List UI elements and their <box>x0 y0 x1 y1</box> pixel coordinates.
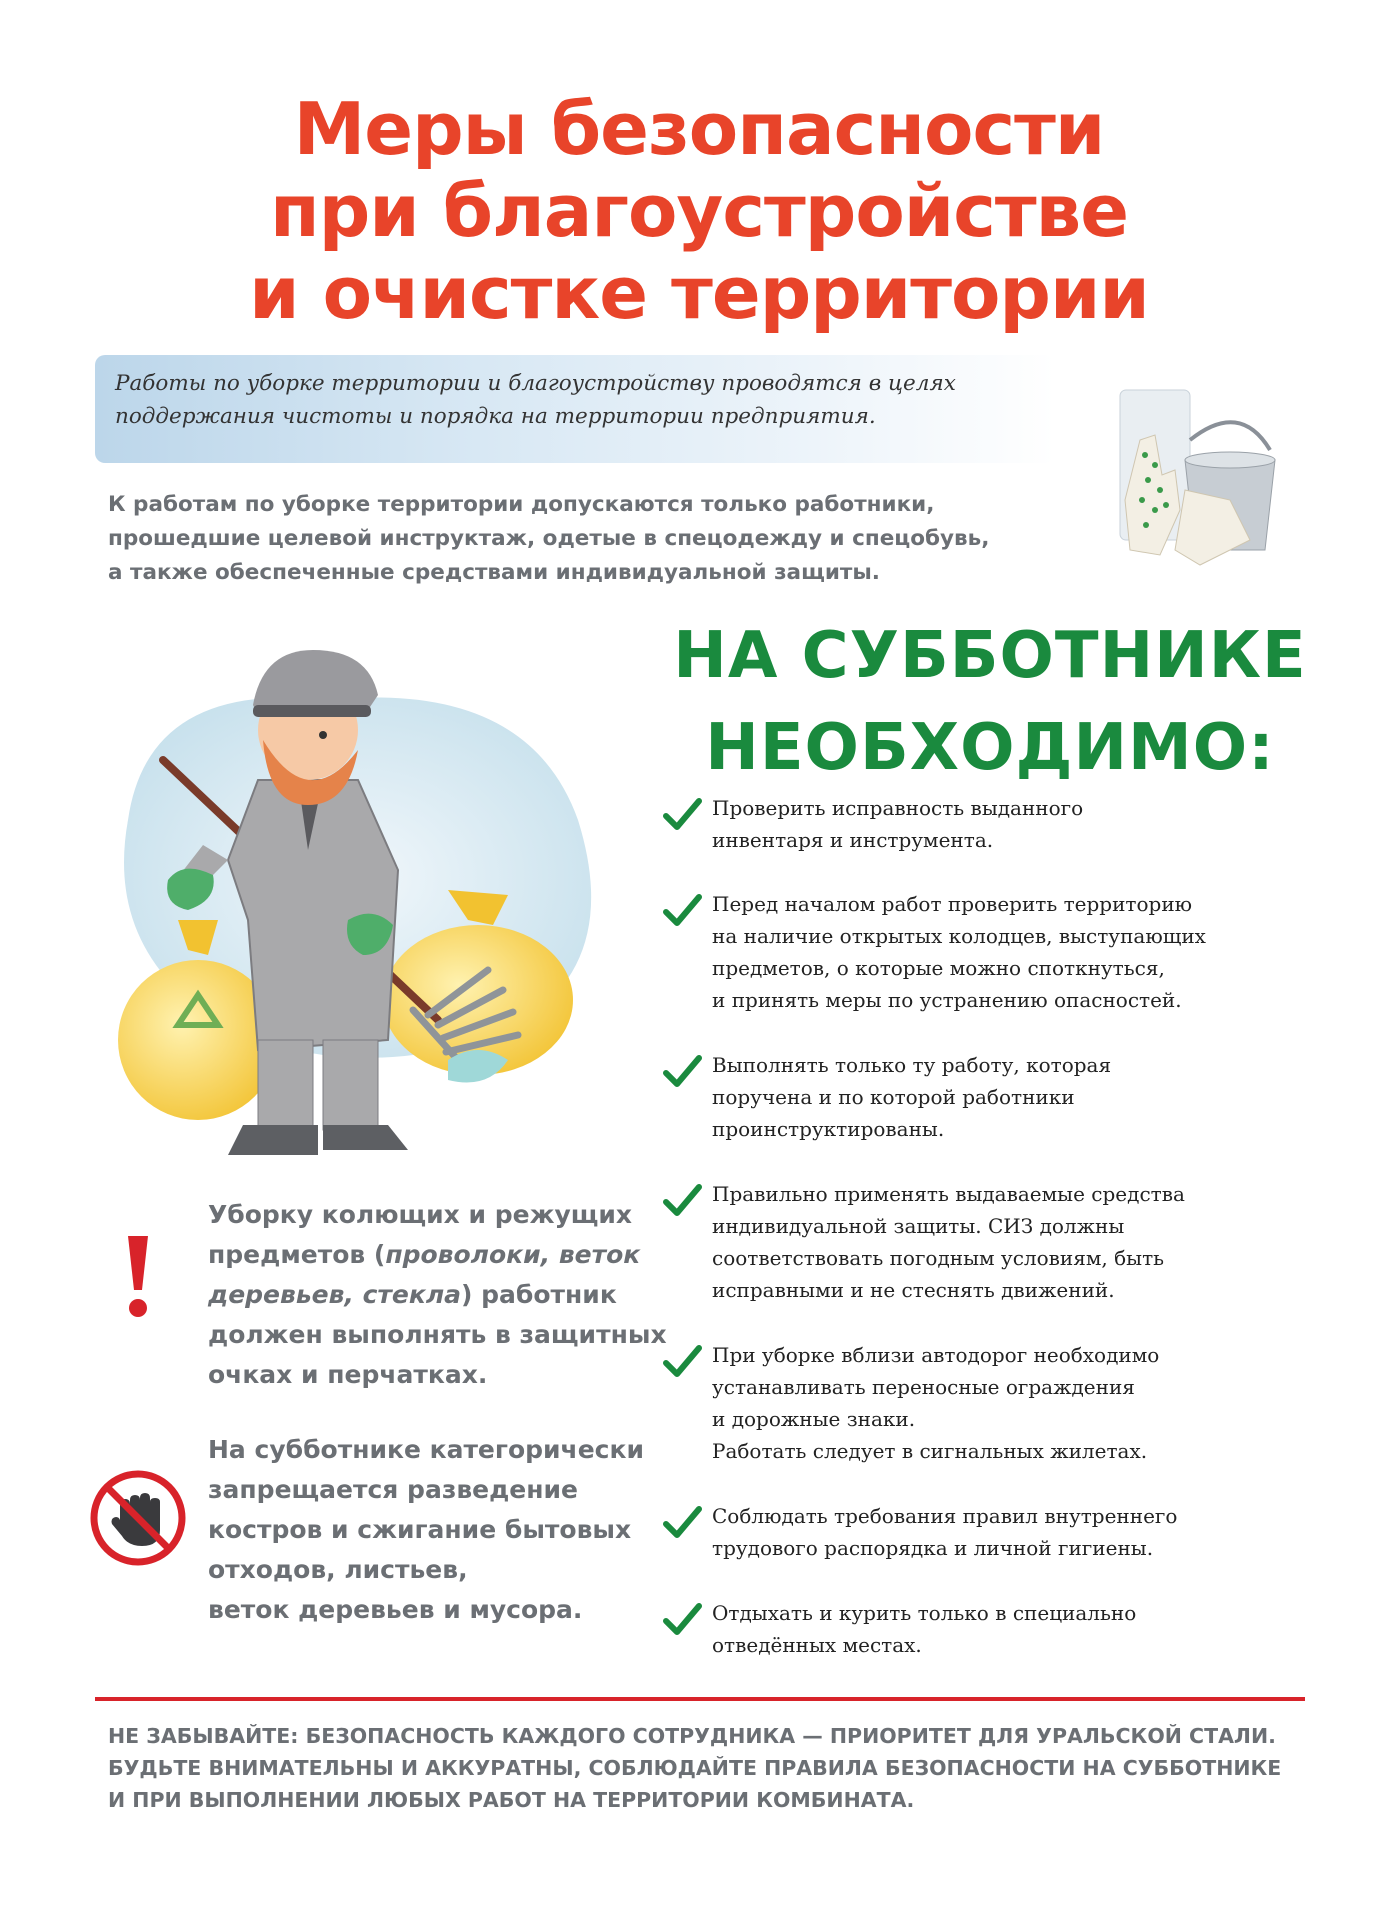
checklist-item-line: соответствовать погодным условиям, быть <box>712 1246 1165 1270</box>
cleaning-kit-illustration <box>1100 380 1280 580</box>
warn2-line-2: запрещается разведение <box>208 1475 579 1504</box>
checklist-item-text <box>712 1339 1272 1467</box>
checklist-item-text <box>712 792 1272 856</box>
checklist-item-line: исправными и не стеснять движений. <box>712 1278 1115 1302</box>
checklist-item-line: Перед началом работ проверить территорию <box>712 892 1193 916</box>
warn1-line-3-text: ) работник <box>461 1280 617 1309</box>
warn1-line-3-em: деревьев, стекла <box>208 1280 462 1309</box>
checklist-item-line: индивидуальной защиты. СИЗ должны <box>712 1214 1125 1238</box>
checklist-item-line: Работать следует в сигнальных жилетах. <box>712 1439 1148 1463</box>
warn1-line-2-em: проволоки, веток <box>385 1240 641 1269</box>
access-paragraph <box>108 488 1058 590</box>
checklist-item-line: на наличие открытых колодцев, выступающих <box>712 924 1206 948</box>
checklist-item-line: и принять меры по устранению опасностей. <box>712 988 1182 1012</box>
warn1-line-2-text: предметов ( <box>208 1240 386 1269</box>
intro-line-2: поддержания чистоты и порядка на территории предприятия. <box>115 404 876 429</box>
footer-note <box>108 1720 1308 1816</box>
checklist-item-text <box>712 888 1272 1016</box>
fire-prohibition-warning <box>208 1430 668 1630</box>
warn1-line-4: должен выполнять в защитных <box>208 1320 667 1349</box>
checklist-item-line: Соблюдать требования правил внутреннего <box>712 1504 1178 1528</box>
check-icon <box>662 1341 702 1381</box>
check-icon <box>662 1180 702 1220</box>
warn1-line-3 <box>208 1275 668 1315</box>
checklist-item-line: трудового распорядка и личной гигиены. <box>712 1536 1154 1560</box>
stop-hand-icon <box>90 1470 186 1566</box>
checklist-item-line: проинструктированы. <box>712 1117 945 1141</box>
title-line-3: и очистке территории <box>249 251 1149 335</box>
checklist-item-line: устанавливать переносные ограждения <box>712 1375 1135 1399</box>
access-line-3: а также обеспеченные средствами индивидуальной защиты. <box>108 560 880 585</box>
title-line-1: Меры безопасности <box>293 87 1105 171</box>
checklist-item-text <box>712 1597 1272 1661</box>
exclamation-icon <box>118 1232 158 1322</box>
warn1-line-5: очках и перчатках. <box>208 1360 488 1389</box>
footer-divider <box>95 1697 1305 1701</box>
checklist-item-text <box>712 1500 1272 1564</box>
checklist-item-line: и дорожные знаки. <box>712 1407 916 1431</box>
warn2-line-4: отходов, листьев, <box>208 1555 468 1584</box>
intro-line-1: Работы по уборке территории и благоустройству проводятся в целях <box>115 371 956 396</box>
checklist-item-text <box>712 1049 1272 1145</box>
checklist-item-line: Правильно применять выдаваемые средства <box>712 1182 1185 1206</box>
checklist-item-line: При уборке вблизи автодорог необходимо <box>712 1343 1160 1367</box>
checklist-item-text <box>712 1178 1272 1306</box>
warn2-line-5: веток деревьев и мусора. <box>208 1595 583 1624</box>
section-heading <box>620 610 1360 794</box>
heading-line-2: НЕОБХОДИМО: <box>705 711 1275 785</box>
title-line-2: при благоустройстве <box>269 169 1129 253</box>
footer-line-1: НЕ ЗАБЫВАЙТЕ: БЕЗОПАСНОСТЬ КАЖДОГО СОТРУДНИКА — ПРИОРИТЕТ ДЛЯ УРАЛЬСКОЙ СТАЛИ. <box>108 1724 1276 1748</box>
checklist-item-line: отведённых местах. <box>712 1633 922 1657</box>
worker-illustration <box>108 620 628 1180</box>
checklist-item-line: поручена и по которой работники <box>712 1085 1075 1109</box>
checklist-item-line: Проверить исправность выданного <box>712 796 1084 820</box>
warn1-line-2 <box>208 1235 668 1275</box>
check-icon <box>662 1502 702 1542</box>
checklist-item-line: Выполнять только ту работу, которая <box>712 1053 1112 1077</box>
check-icon <box>662 890 702 930</box>
check-icon <box>662 794 702 834</box>
warn1-line-1: Уборку колющих и режущих <box>208 1200 633 1229</box>
warn2-line-1: На субботнике категорически <box>208 1435 644 1464</box>
access-line-1: К работам по уборке территории допускаются только работники, <box>108 492 935 517</box>
intro-box <box>95 355 1055 463</box>
checklist-item-line: инвентаря и инструмента. <box>712 828 994 852</box>
check-icon <box>662 1599 702 1639</box>
poster-title <box>0 88 1398 334</box>
checklist-item-line: предметов, о которые можно споткнуться, <box>712 956 1165 980</box>
check-icon <box>662 1051 702 1091</box>
sharp-objects-warning <box>208 1195 668 1395</box>
checklist-item-line: Отдыхать и курить только в специально <box>712 1601 1137 1625</box>
footer-line-2: БУДЬТЕ ВНИМАТЕЛЬНЫ И АККУРАТНЫ, СОБЛЮДАЙТЕ ПРАВИЛА БЕЗОПАСНОСТИ НА СУББОТНИКЕ <box>108 1756 1282 1780</box>
warn2-line-3: костров и сжигание бытовых <box>208 1515 632 1544</box>
access-line-2: прошедшие целевой инструктаж, одетые в спецодежду и спецобувь, <box>108 526 990 551</box>
footer-line-3: И ПРИ ВЫПОЛНЕНИИ ЛЮБЫХ РАБОТ НА ТЕРРИТОРИИ КОМБИНАТА. <box>108 1788 915 1812</box>
heading-line-1: НА СУББОТНИКЕ <box>673 619 1307 693</box>
